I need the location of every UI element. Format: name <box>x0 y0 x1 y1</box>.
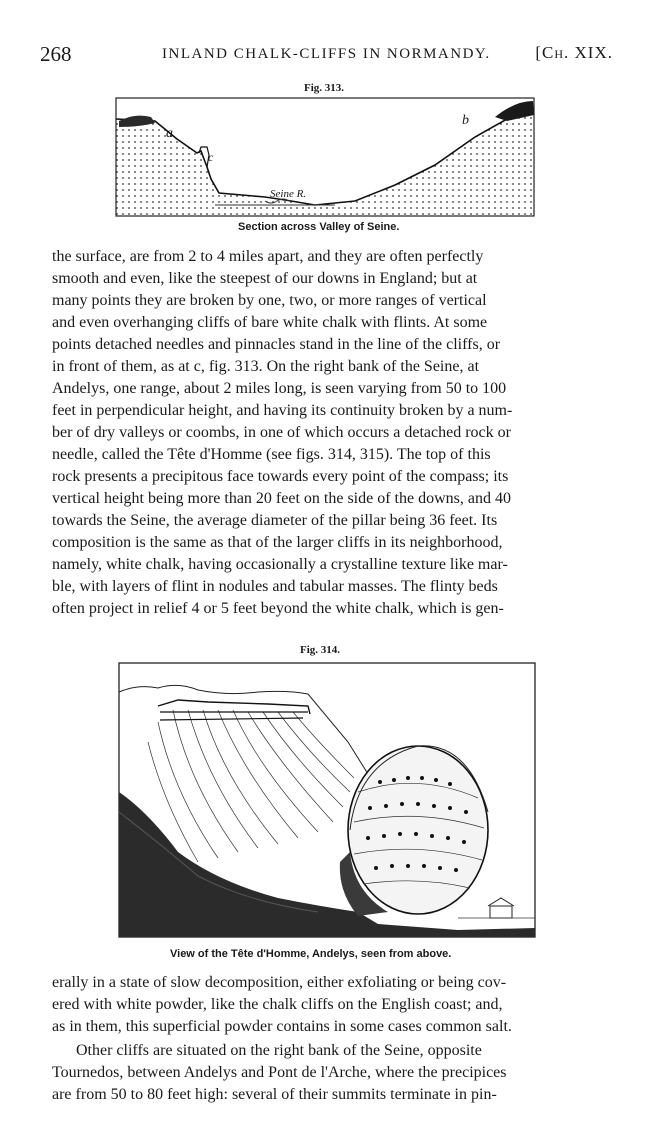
text-line: namely, white chalk, having occasionally a crystalline texture like mar- <box>52 556 508 573</box>
text-line: and even overhanging cliffs of bare white chalk with flints. At some <box>52 314 488 331</box>
text-line: are from 50 to 80 feet high: several of their summits terminate in pin- <box>52 1086 497 1103</box>
text-line: erally in a state of slow decomposition, either exfoliating or being cov- <box>52 974 507 991</box>
text-line: feet in perpendicular height, and having its continuity broken by a num- <box>52 402 513 419</box>
text-line: rock presents a precipitous face towards every point of the compass; its <box>52 468 509 485</box>
text-line: ber of dry valleys or coombs, in one of which occurs a detached rock or <box>52 424 511 441</box>
text-line: many points they are broken by one, two, or more ranges of vertical <box>52 292 487 309</box>
fig314-tete-dhomme-illustration <box>118 662 536 944</box>
fig313-label: Fig. 313. <box>304 82 345 94</box>
fig314-caption: View of the Tête d'Homme, Andelys, seen from above. <box>170 948 452 960</box>
fig314-label: Fig. 314. <box>300 644 341 656</box>
fig313-river-label: Seine R. <box>270 188 307 200</box>
text-line: as in them, this superficial powder contains in some cases common salt. <box>52 1018 512 1035</box>
text-line: points detached needles and pinnacles stand in the line of the cliffs, or <box>52 336 501 353</box>
text-line: the surface, are from 2 to 4 miles apart, and they are often perfectly <box>52 248 484 265</box>
text-line: Andelys, one range, about 2 miles long, is seen varying from 50 to 100 <box>52 380 507 397</box>
running-title: INLAND CHALK-CLIFFS IN NORMANDY. <box>162 46 491 62</box>
fig313-letter-a: a <box>166 126 173 141</box>
running-header <box>40 38 613 68</box>
fig313-caption: Section across Valley of Seine. <box>238 221 400 233</box>
fig313-section-drawing <box>115 97 535 219</box>
fig313-letter-b: b <box>462 113 469 128</box>
body-paragraph-1 <box>52 248 612 638</box>
text-line: composition is the same as that of the larger cliffs in its neighborhood, <box>52 534 503 551</box>
text-line: Tournedos, between Andelys and Pont de l'Arche, where the precipices <box>52 1064 507 1081</box>
fig313-letter-c: c <box>208 150 214 164</box>
text-line: often project in relief 4 or 5 feet beyond the white chalk, which is gen- <box>52 600 504 617</box>
text-line: ble, with layers of flint in nodules and tabular masses. The flinty beds <box>52 578 498 595</box>
text-line: needle, called the Tête d'Homme (see figs. 314, 315). The top of this <box>52 446 491 463</box>
chapter-label: [Ch. XIX. <box>535 43 613 62</box>
text-line: towards the Seine, the average diameter of the pillar being 36 feet. Its <box>52 512 498 529</box>
page-number: 268 <box>40 42 72 66</box>
text-line: Other cliffs are situated on the right bank of the Seine, opposite <box>76 1042 482 1059</box>
text-line: ered with white powder, like the chalk cliffs on the English coast; and, <box>52 996 503 1013</box>
body-paragraph-2 <box>52 974 612 1124</box>
text-line: smooth and even, like the steepest of our downs in England; but at <box>52 270 478 287</box>
text-line: vertical height being more than 20 feet on the side of the downs, and 40 <box>52 490 511 507</box>
text-line: in front of them, as at c, fig. 313. On the right bank of the Seine, at <box>52 358 480 375</box>
